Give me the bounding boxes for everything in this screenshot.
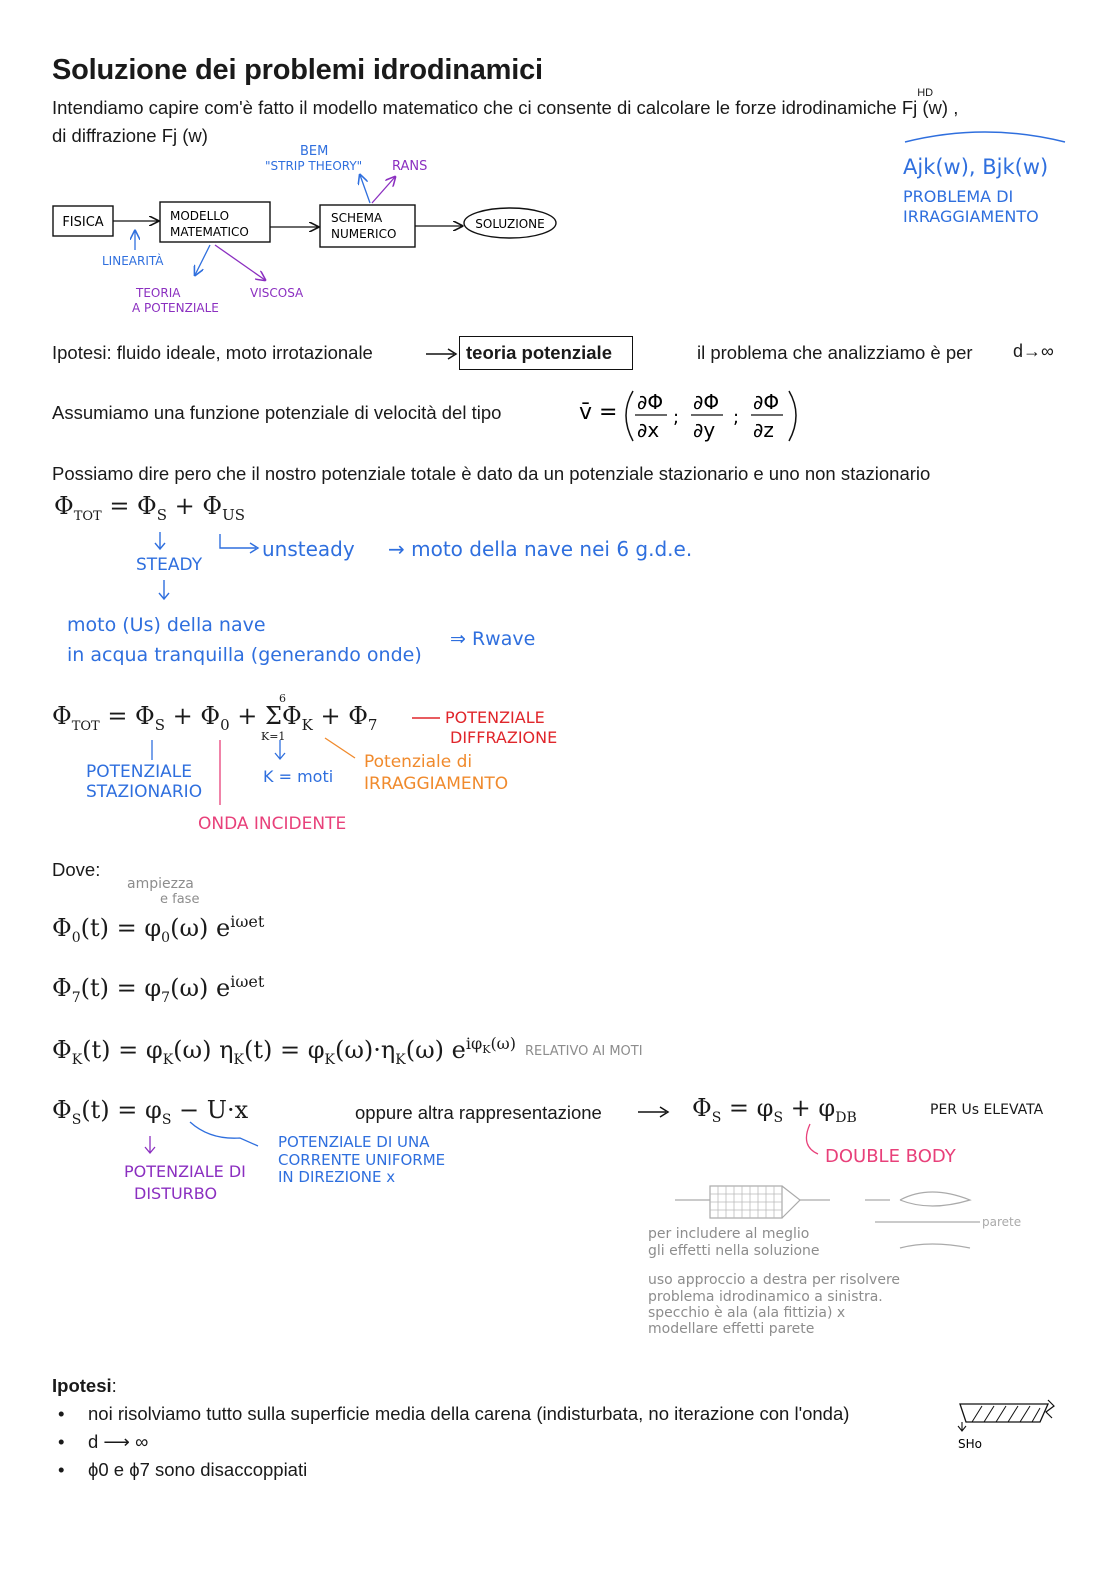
hypothesis-line	[52, 339, 373, 367]
ipotesi-heading: Ipotesi:	[52, 1375, 117, 1396]
phis-eq: $\Phi_S(t) = \varphi_S - U\cdot x$	[52, 1096, 249, 1128]
ipotesi-list	[52, 1400, 952, 1484]
irraggiamento-note	[895, 128, 1080, 238]
intro-line-1: Intendiamo capire com'è fatto il modello matematico che ci consente di calcolare le forze idrodinamiche Fj	[52, 97, 918, 118]
pot-diffrazione-2: DIFFRAZIONE	[450, 728, 558, 747]
label-modello-2: MATEMATICO	[170, 225, 249, 239]
mean-surface-sketch	[952, 1392, 1062, 1454]
svg-text:∂z: ∂z	[753, 418, 774, 442]
svg-text:∂Φ: ∂Φ	[693, 390, 720, 414]
svg-text:;: ;	[733, 407, 740, 428]
pot-stazionario-1: POTENZIALE	[86, 762, 192, 782]
phi7-eq: $\Phi_7(t) = \varphi_7(\omega)$ $e^{i\omega et}$	[52, 972, 265, 1006]
unsteady-label: unsteady	[262, 537, 355, 561]
phik-eq: $\Phi_K(t) = \varphi_K(\omega) \eta_K(t) = \varphi_K(\omega)\cdot\eta_K(\omega)$ $e^{i\varphi_K(\omega)}$	[52, 1034, 516, 1068]
svg-text:;: ;	[673, 407, 680, 428]
problem-domain-text: il problema che analizziamo è per	[697, 342, 973, 363]
arrow-to-rans	[372, 177, 395, 203]
note-irraggiamento: IRRAGGIAMENTO	[903, 207, 1039, 226]
pot-corrente-1: POTENZIALE DI UNA	[278, 1133, 430, 1151]
gray-note-3: uso approccio a destra per risolvere	[648, 1272, 901, 1288]
moto-nave-label: → moto della nave nei 6 g.d.e.	[388, 537, 693, 561]
ampiezza-label: ampiezza	[127, 876, 194, 892]
arrow-to-strip	[360, 175, 370, 203]
list-item: • noi risolviamo tutto sulla superficie media della carena (indisturbata, no iterazione con l'onda)	[52, 1400, 952, 1428]
pot-corrente-3: IN DIREZIONE x	[278, 1168, 396, 1186]
svg-text:v̄ =: v̄ =	[579, 400, 618, 425]
pot-irraggiamento-1: Potenziale di	[364, 752, 473, 772]
svg-text:∂Φ: ∂Φ	[753, 390, 780, 414]
acqua-tranquilla-label: in acqua tranquilla (generando onde)	[67, 644, 422, 666]
hypothesis-text: Ipotesi: fluido ideale, moto irrotazionale	[52, 342, 373, 363]
total-potential-eq2: $\Phi_{TOT} = \Phi_S + \Phi_0 + \Sigma$ 6 K=1 $\Phi_K + \Phi_7$	[52, 692, 378, 743]
label-soluzione: SOLUZIONE	[475, 217, 545, 231]
d-to-infinity: d→∞	[1013, 341, 1054, 361]
assume-text: Assumiamo una funzione potenziale di velocità del tipo	[52, 402, 502, 423]
label-teoria-2: A POTENZIALE	[132, 301, 219, 315]
label-fisica: FISICA	[62, 215, 104, 230]
label-rans: RANS	[392, 159, 428, 174]
label-teoria-1: TEORIA	[136, 286, 181, 300]
note-brace	[905, 132, 1065, 142]
hd-superscript: HD	[917, 87, 934, 99]
label-schema-2: NUMERICO	[331, 227, 397, 241]
onda-incidente-label: ONDA INCIDENTE	[198, 814, 347, 834]
velocity-gradient-formula	[575, 385, 815, 447]
svg-text:∂y: ∂y	[693, 418, 716, 442]
note-ajk: Ajk(w), Bjk(w)	[903, 155, 1049, 179]
oppure-text: oppure altra rappresentazione	[355, 1102, 602, 1123]
gray-note-6: modellare effetti parete	[648, 1321, 815, 1337]
oppure-arrow	[636, 1104, 672, 1120]
label-bem: BEM	[300, 144, 329, 159]
svg-text:∂x: ∂x	[637, 418, 660, 442]
gray-note-1: per includere al meglio	[648, 1226, 810, 1242]
dove-label: Dove:	[52, 859, 101, 880]
pot-disturbo-1: POTENZIALE DI	[124, 1162, 246, 1181]
label-strip-theory: "STRIP THEORY"	[265, 159, 363, 173]
pot-disturbo-2: DISTURBO	[134, 1184, 218, 1203]
gray-note-2: gli effetti nella soluzione	[648, 1243, 820, 1259]
intro-line-2: di diffrazione Fj (w)	[52, 125, 208, 146]
per-us-elevata: PER Us ELEVATA	[930, 1102, 1044, 1118]
hypothesis-arrow	[424, 346, 460, 362]
gray-note-4: problema idrodinamico a sinistra.	[648, 1289, 883, 1305]
total-potential-text: Possiamo dire pero che il nostro potenziale totale è dato da un potenziale stazionario e uno non stazionario	[52, 463, 931, 484]
intro-line-1-end: (w) ,	[922, 97, 959, 118]
phis-double-body-eq: $\Phi_S = \varphi_S + \varphi_{DB}$	[692, 1094, 857, 1126]
list-item: • d ⟶ ∞	[52, 1428, 952, 1456]
teoria-potenziale-box: teoria potenziale	[459, 336, 633, 370]
pot-irraggiamento-2: IRRAGGIAMENTO	[364, 774, 509, 794]
arrow-teoria	[195, 245, 210, 275]
model-flow-diagram	[50, 135, 570, 325]
sho-label: SHo	[958, 1437, 982, 1451]
gray-note-5: specchio è ala (ala fittizia) x	[648, 1305, 846, 1321]
moto-us-label: moto (Us) della nave	[67, 614, 266, 636]
page-title: Soluzione dei problemi idrodinamici	[52, 54, 543, 86]
total-potential-eq1: $\Phi_{TOT} = \Phi_S + \Phi_{US}$	[54, 492, 245, 524]
pot-diffrazione-1: POTENZIALE	[445, 708, 545, 727]
svg-text:∂Φ: ∂Φ	[637, 390, 664, 414]
label-linearita: LINEARITÀ	[102, 254, 164, 268]
note-problema: PROBLEMA DI	[903, 187, 1014, 206]
pot-stazionario-2: STAZIONARIO	[86, 782, 203, 802]
efase-label: e fase	[160, 892, 200, 907]
rwave-label: ⇒ Rwave	[450, 628, 536, 650]
steady-label: STEADY	[136, 555, 203, 575]
label-modello-1: MODELLO	[170, 209, 230, 223]
phi0-eq: $\Phi_0(t) = \varphi_0(\omega)$ $e^{i\omega et}$	[52, 912, 265, 946]
phis-leaders	[140, 1120, 840, 1160]
relativo-moti-label: RELATIVO AI MOTI	[525, 1044, 643, 1059]
double-body-label: DOUBLE BODY	[825, 1146, 956, 1167]
label-schema-1: SCHEMA	[331, 211, 383, 225]
label-viscosa: VISCOSA	[250, 286, 304, 300]
k-moti-label: K = moti	[263, 767, 334, 786]
parete-label: parete	[982, 1215, 1022, 1229]
arrow-viscosa	[215, 245, 265, 280]
pot-corrente-2: CORRENTE UNIFORME	[278, 1151, 446, 1169]
list-item: • ϕ0 e ϕ7 sono disaccoppiati	[52, 1456, 952, 1484]
